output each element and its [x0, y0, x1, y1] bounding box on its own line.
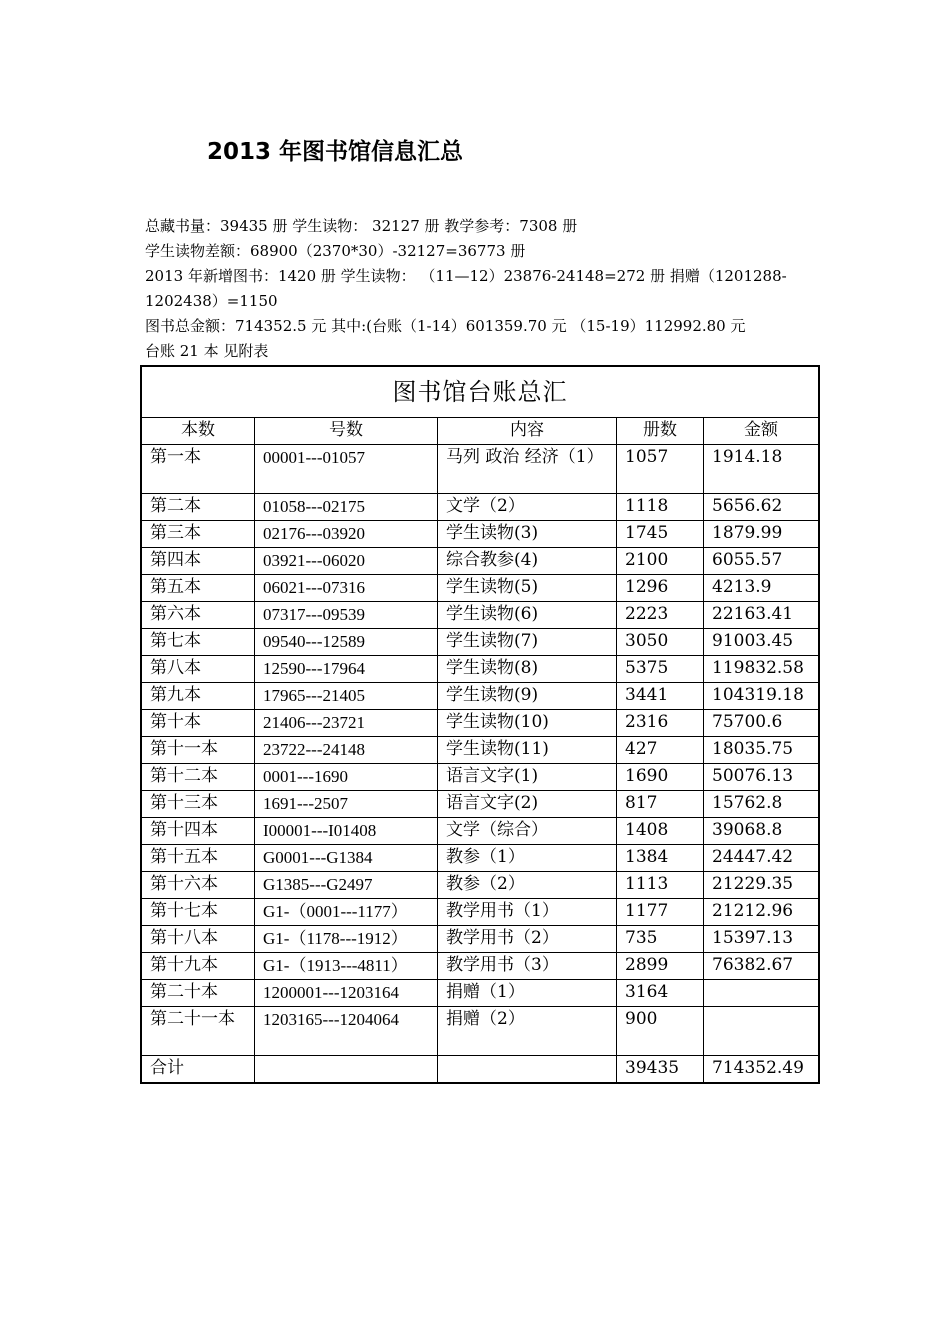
ledger-caption-row: [142, 367, 819, 418]
cell-amount: 75700.6: [704, 710, 819, 737]
cell-content: 学生读物(7): [438, 629, 617, 656]
cell-content: 文学（2）: [438, 494, 617, 521]
cell-count: 735: [617, 926, 704, 953]
cell-volume: 第四本: [142, 548, 255, 575]
cell-count: 1690: [617, 764, 704, 791]
cell-content: 学生读物(11): [438, 737, 617, 764]
cell-volume: 第三本: [142, 521, 255, 548]
cell-number-range: I00001---I01408: [255, 818, 438, 845]
cell-count: 3164: [617, 980, 704, 1007]
cell-number-range: 07317---09539: [255, 602, 438, 629]
cell-content: 综合教参(4): [438, 548, 617, 575]
cell-amount: 6055.57: [704, 548, 819, 575]
cell-number-range: 1203165---1204064: [255, 1007, 438, 1056]
cell-amount: 119832.58: [704, 656, 819, 683]
cell-number-range: [255, 1056, 438, 1083]
cell-number-range: 02176---03920: [255, 521, 438, 548]
cell-count: 39435: [617, 1056, 704, 1083]
summary-line-difference: 学生读物差额：68900（2370*30）-32127=36773 册: [145, 242, 526, 260]
cell-number-range: G1-（1913---4811）: [255, 953, 438, 980]
cell-amount: 76382.67: [704, 953, 819, 980]
table-row: [142, 548, 819, 575]
cell-number-range: 03921---06020: [255, 548, 438, 575]
cell-count: 2100: [617, 548, 704, 575]
cell-number-range: G1-（1178---1912）: [255, 926, 438, 953]
cell-count: 2316: [617, 710, 704, 737]
total-row: [142, 1056, 819, 1083]
cell-volume: 第十五本: [142, 845, 255, 872]
cell-content: 语言文字(1): [438, 764, 617, 791]
cell-count: 2223: [617, 602, 704, 629]
cell-content: 学生读物(6): [438, 602, 617, 629]
cell-number-range: G0001---G1384: [255, 845, 438, 872]
cell-volume: 第十九本: [142, 953, 255, 980]
ledger-table: [141, 366, 819, 1083]
cell-volume: 第八本: [142, 656, 255, 683]
cell-content: 学生读物(9): [438, 683, 617, 710]
cell-content: 文学（综合）: [438, 818, 617, 845]
table-row: [142, 629, 819, 656]
cell-number-range: 0001---1690: [255, 764, 438, 791]
cell-amount: 15762.8: [704, 791, 819, 818]
cell-volume: 第二十本: [142, 980, 255, 1007]
cell-count: 5375: [617, 656, 704, 683]
cell-count: 1113: [617, 872, 704, 899]
cell-amount: 91003.45: [704, 629, 819, 656]
cell-amount: 104319.18: [704, 683, 819, 710]
table-row: [142, 710, 819, 737]
cell-number-range: 1691---2507: [255, 791, 438, 818]
cell-content: 教学用书（3）: [438, 953, 617, 980]
cell-volume: 第十八本: [142, 926, 255, 953]
page-title: 2013 年图书馆信息汇总: [207, 139, 464, 165]
cell-amount: 4213.9: [704, 575, 819, 602]
table-row: [142, 445, 819, 494]
table-row: [142, 845, 819, 872]
table-row: [142, 791, 819, 818]
cell-amount: 15397.13: [704, 926, 819, 953]
header-volume: 本数: [142, 418, 255, 445]
cell-volume: 第六本: [142, 602, 255, 629]
cell-amount: 1879.99: [704, 521, 819, 548]
cell-volume: 第十四本: [142, 818, 255, 845]
cell-volume: 第七本: [142, 629, 255, 656]
table-row: [142, 521, 819, 548]
cell-amount: 22163.41: [704, 602, 819, 629]
cell-content: 捐赠（1）: [438, 980, 617, 1007]
cell-content: 学生读物(3): [438, 521, 617, 548]
cell-count: 1745: [617, 521, 704, 548]
cell-number-range: 1200001---1203164: [255, 980, 438, 1007]
cell-count: 1408: [617, 818, 704, 845]
cell-count: 817: [617, 791, 704, 818]
table-row: [142, 494, 819, 521]
ledger-caption: 图书馆台账总汇: [142, 367, 819, 418]
header-amount: 金额: [704, 418, 819, 445]
cell-volume: 第十三本: [142, 791, 255, 818]
cell-number-range: 23722---24148: [255, 737, 438, 764]
table-row: [142, 926, 819, 953]
cell-amount: 714352.49: [704, 1056, 819, 1083]
table-row: [142, 656, 819, 683]
table-row: [142, 764, 819, 791]
table-row: [142, 953, 819, 980]
table-row: [142, 899, 819, 926]
cell-content: 教学用书（2）: [438, 926, 617, 953]
cell-number-range: 21406---23721: [255, 710, 438, 737]
cell-content: 学生读物(5): [438, 575, 617, 602]
cell-content: 马列 政治 经济（1）: [438, 445, 617, 494]
cell-volume: 第二十一本: [142, 1007, 255, 1056]
cell-count: 1384: [617, 845, 704, 872]
cell-count: 1177: [617, 899, 704, 926]
cell-number-range: 09540---12589: [255, 629, 438, 656]
header-number-range: 号数: [255, 418, 438, 445]
table-row: [142, 980, 819, 1007]
cell-count: 900: [617, 1007, 704, 1056]
cell-content: 教学用书（1）: [438, 899, 617, 926]
cell-amount: 1914.18: [704, 445, 819, 494]
cell-count: 3050: [617, 629, 704, 656]
summary-line-new-books: 2013 年新增图书：1420 册 学生读物： （11—12）23876-24148=272 册 捐赠（1201288-1202438）=1150: [145, 267, 787, 310]
summary-line-amount: 图书总金额：714352.5 元 其中:(台账（1-14）601359.70 元 （15-19）112992.80 元: [145, 317, 746, 335]
cell-amount: 50076.13: [704, 764, 819, 791]
cell-volume: 第十二本: [142, 764, 255, 791]
cell-content: 教参（2）: [438, 872, 617, 899]
header-count: 册数: [617, 418, 704, 445]
summary-line-total: 总藏书量：39435 册 学生读物： 32127 册 教学参考：7308 册: [145, 217, 578, 235]
cell-volume: 第五本: [142, 575, 255, 602]
cell-amount: 21229.35: [704, 872, 819, 899]
ledger-header-row: [142, 418, 819, 445]
cell-count: 1057: [617, 445, 704, 494]
cell-number-range: 01058---02175: [255, 494, 438, 521]
cell-number-range: 17965---21405: [255, 683, 438, 710]
table-row: [142, 818, 819, 845]
cell-number-range: G1-（0001---1177）: [255, 899, 438, 926]
summary-block: [145, 214, 825, 364]
table-row: [142, 1007, 819, 1056]
cell-content: 捐赠（2）: [438, 1007, 617, 1056]
cell-amount: 24447.42: [704, 845, 819, 872]
cell-content: 语言文字(2): [438, 791, 617, 818]
cell-content: [438, 1056, 617, 1083]
cell-amount: [704, 980, 819, 1007]
cell-content: 学生读物(10): [438, 710, 617, 737]
table-row: [142, 602, 819, 629]
cell-content: 学生读物(8): [438, 656, 617, 683]
cell-count: 1296: [617, 575, 704, 602]
cell-number-range: 00001---01057: [255, 445, 438, 494]
cell-volume: 第十一本: [142, 737, 255, 764]
cell-amount: 5656.62: [704, 494, 819, 521]
cell-count: 427: [617, 737, 704, 764]
cell-volume: 第一本: [142, 445, 255, 494]
cell-count: 3441: [617, 683, 704, 710]
cell-content: 教参（1）: [438, 845, 617, 872]
cell-number-range: G1385---G2497: [255, 872, 438, 899]
cell-count: 2899: [617, 953, 704, 980]
header-content: 内容: [438, 418, 617, 445]
cell-amount: 18035.75: [704, 737, 819, 764]
cell-volume: 第二本: [142, 494, 255, 521]
table-row: [142, 575, 819, 602]
table-row: [142, 683, 819, 710]
cell-number-range: 12590---17964: [255, 656, 438, 683]
cell-amount: [704, 1007, 819, 1056]
cell-volume: 第十六本: [142, 872, 255, 899]
cell-amount: 39068.8: [704, 818, 819, 845]
cell-volume: 第九本: [142, 683, 255, 710]
cell-volume: 第十本: [142, 710, 255, 737]
cell-count: 1118: [617, 494, 704, 521]
table-row: [142, 737, 819, 764]
cell-volume: 第十七本: [142, 899, 255, 926]
cell-volume: 合计: [142, 1056, 255, 1083]
summary-line-ledger-note: 台账 21 本 见附表: [145, 342, 269, 360]
table-row: [142, 872, 819, 899]
cell-amount: 21212.96: [704, 899, 819, 926]
cell-number-range: 06021---07316: [255, 575, 438, 602]
